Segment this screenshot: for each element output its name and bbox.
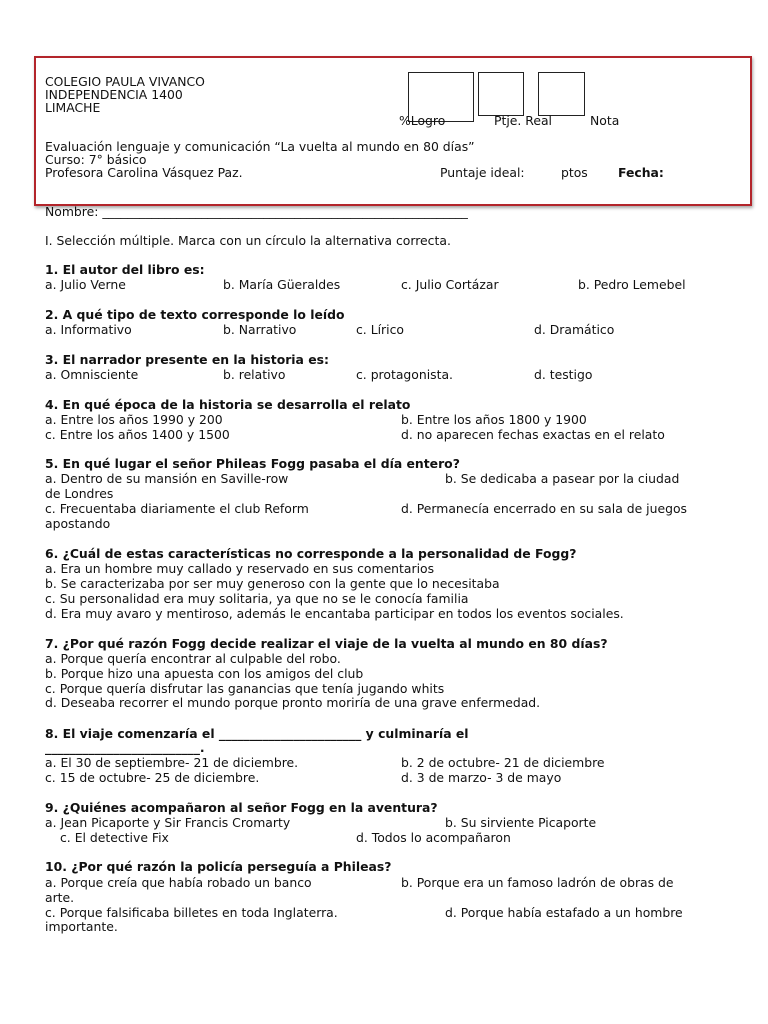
logro-label: %Logro <box>399 113 446 128</box>
course: Curso: 7° básico <box>45 152 147 167</box>
question-7: 7. ¿Por qué razón Fogg decide realizar el viaje de la vuelta al mundo en 80 días? <box>45 636 608 651</box>
points-label: ptos <box>561 165 588 180</box>
question-8: 8. El viaje comenzaría el _______________________ y culminaría el <box>45 726 469 741</box>
q3-option-a[interactable]: a. Omnisciente <box>45 367 139 382</box>
question-10: 10. ¿Por qué razón la policía perseguía a Phileas? <box>45 859 392 874</box>
q10-option-d[interactable]: d. Porque había estafado a un hombre <box>445 905 683 920</box>
q5-option-b[interactable]: b. Se dedicaba a pasear por la ciudad <box>445 471 680 486</box>
q1-option-d[interactable]: b. Pedro Lemebel <box>578 277 686 292</box>
q2-option-a[interactable]: a. Informativo <box>45 322 132 337</box>
q9-option-a[interactable]: a. Jean Picaporte y Sir Francis Cromarty <box>45 815 291 830</box>
q7-option-b[interactable]: b. Porque hizo una apuesta con los amigos del club <box>45 666 364 681</box>
puntaje-real-label: Ptje. Real <box>494 113 552 128</box>
ideal-score-label: Puntaje ideal: <box>440 165 525 180</box>
q10-option-c[interactable]: c. Porque falsificaba billetes en toda Inglaterra. <box>45 905 338 920</box>
q8-option-a[interactable]: a. El 30 de septiembre- 21 de diciembre. <box>45 755 299 770</box>
q1-option-a[interactable]: a. Julio Verne <box>45 277 126 292</box>
q3-option-d[interactable]: d. testigo <box>534 367 593 382</box>
q4-option-b[interactable]: b. Entre los años 1800 y 1900 <box>401 412 587 427</box>
date-label: Fecha: <box>618 165 664 180</box>
question-8-blank[interactable]: _________________________. <box>45 740 205 755</box>
q4-option-d[interactable]: d. no aparecen fechas exactas en el relato <box>401 427 665 442</box>
q5-option-d-cont: apostando <box>45 516 111 531</box>
school-address: INDEPENDENCIA 1400 <box>45 87 183 102</box>
nota-box[interactable] <box>538 72 585 116</box>
school-city: LIMACHE <box>45 100 101 115</box>
q6-option-c[interactable]: c. Su personalidad era muy solitaria, ya que no se le conocía familia <box>45 591 469 606</box>
q1-option-b[interactable]: b. María Güeraldes <box>223 277 341 292</box>
puntaje-real-box[interactable] <box>478 72 524 116</box>
q10-option-d-cont: importante. <box>45 919 118 934</box>
question-1: 1. El autor del libro es: <box>45 262 205 277</box>
q3-option-b[interactable]: b. relativo <box>223 367 286 382</box>
q3-option-c[interactable]: c. protagonista. <box>356 367 453 382</box>
question-4: 4. En qué época de la historia se desarrolla el relato <box>45 397 411 412</box>
q4-option-a[interactable]: a. Entre los años 1990 y 200 <box>45 412 223 427</box>
q9-option-c[interactable]: c. El detective Fix <box>60 830 169 845</box>
q9-option-b[interactable]: b. Su sirviente Picaporte <box>445 815 597 830</box>
q8-option-d[interactable]: d. 3 de marzo- 3 de mayo <box>401 770 562 785</box>
question-5: 5. En qué lugar el señor Phileas Fogg pasaba el día entero? <box>45 456 460 471</box>
question-6: 6. ¿Cuál de estas características no corresponde a la personalidad de Fogg? <box>45 546 577 561</box>
q4-option-c[interactable]: c. Entre los años 1400 y 1500 <box>45 427 230 442</box>
q1-option-c[interactable]: c. Julio Cortázar <box>401 277 499 292</box>
q2-option-c[interactable]: c. Lírico <box>356 322 404 337</box>
q5-option-b-cont: de Londres <box>45 486 114 501</box>
q6-option-a[interactable]: a. Era un hombre muy callado y reservado en sus comentarios <box>45 561 435 576</box>
q9-option-d[interactable]: d. Todos lo acompañaron <box>356 830 511 845</box>
q5-option-a[interactable]: a. Dentro de su mansión en Saville-row <box>45 471 289 486</box>
q7-option-c[interactable]: c. Porque quería disfrutar las ganancias que tenía jugando whits <box>45 681 445 696</box>
q2-option-d[interactable]: d. Dramático <box>534 322 615 337</box>
q7-option-d[interactable]: d. Deseaba recorrer el mundo porque pronto moriría de una grave enfermedad. <box>45 695 541 710</box>
question-9: 9. ¿Quiénes acompañaron al señor Fogg en la aventura? <box>45 800 438 815</box>
q6-option-d[interactable]: d. Era muy avaro y mentiroso, además le encantaba participar en todos los eventos sociales. <box>45 606 624 621</box>
q7-option-a[interactable]: a. Porque quería encontrar al culpable del robo. <box>45 651 341 666</box>
q10-option-b-cont: arte. <box>45 890 75 905</box>
evaluation-title: Evaluación lenguaje y comunicación “La vuelta al mundo en 80 días” <box>45 139 475 154</box>
instructions: I. Selección múltiple. Marca con un círculo la alternativa correcta. <box>45 233 451 248</box>
school-name: COLEGIO PAULA VIVANCO <box>45 74 205 89</box>
teacher: Profesora Carolina Vásquez Paz. <box>45 165 243 180</box>
q5-option-d[interactable]: d. Permanecía encerrado en su sala de juegos <box>401 501 687 516</box>
q6-option-b[interactable]: b. Se caracterizaba por ser muy generoso con la gente que lo necesitaba <box>45 576 500 591</box>
q8-option-c[interactable]: c. 15 de octubre- 25 de diciembre. <box>45 770 260 785</box>
name-line[interactable]: Nombre: ___________________________________________________________ <box>45 204 468 219</box>
q10-option-b[interactable]: b. Porque era un famoso ladrón de obras de <box>401 875 674 890</box>
q10-option-a[interactable]: a. Porque creía que había robado un banco <box>45 875 312 890</box>
question-2: 2. A qué tipo de texto corresponde lo leído <box>45 307 345 322</box>
q5-option-c[interactable]: c. Frecuentaba diariamente el club Reform <box>45 501 309 516</box>
question-3: 3. El narrador presente en la historia es: <box>45 352 329 367</box>
q8-option-b[interactable]: b. 2 de octubre- 21 de diciembre <box>401 755 605 770</box>
q2-option-b[interactable]: b. Narrativo <box>223 322 297 337</box>
nota-label: Nota <box>590 113 620 128</box>
